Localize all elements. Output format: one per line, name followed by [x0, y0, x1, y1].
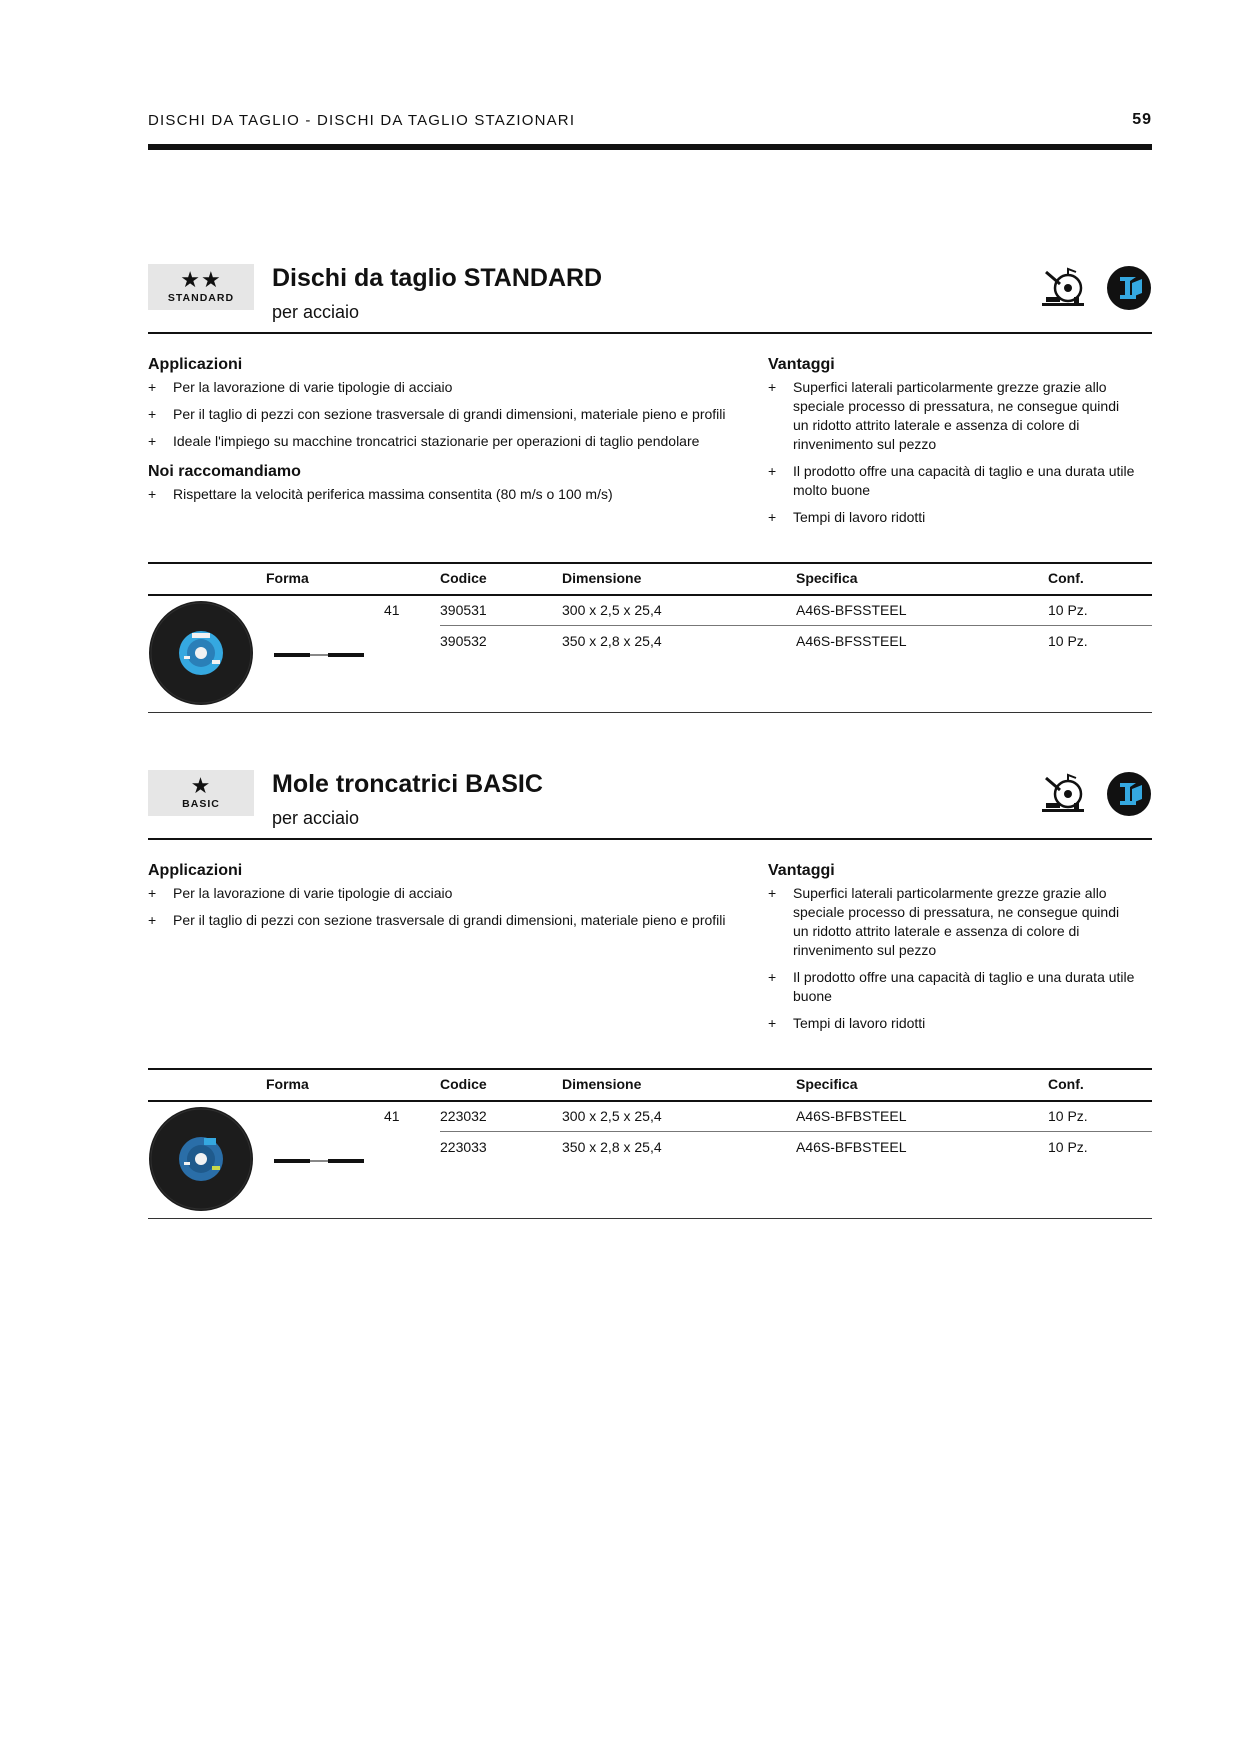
list-item: + Ideale l'impiego su macchine troncatrici stazionarie per operazioni di taglio pendolare: [148, 432, 768, 451]
cell-specifica: A46S-BFSSTEEL: [796, 633, 907, 649]
cell-codice: 390532: [440, 633, 487, 649]
info-book-icon: [1106, 265, 1152, 311]
disc-profile-icon: [274, 1158, 364, 1164]
title-rule: [148, 332, 1152, 334]
shape-number: 41: [384, 1108, 400, 1124]
col-header-conf: Conf.: [1048, 1076, 1084, 1092]
grade-stars: ★: [190, 773, 212, 798]
table-header-rule: [148, 1100, 1152, 1102]
product-title: Dischi da taglio STANDARD: [272, 264, 603, 292]
col-header-dimensione: Dimensione: [562, 570, 642, 586]
running-title: DISCHI DA TAGLIO - DISCHI DA TAGLIO STAZIONARI: [148, 112, 576, 129]
list-item: + Rispettare la velocità periferica massima consentita (80 m/s o 100 m/s): [148, 485, 768, 504]
chop-saw-icon: [1040, 266, 1086, 312]
col-header-dimensione: Dimensione: [562, 1076, 642, 1092]
applicazioni-heading: Applicazioni: [148, 356, 243, 373]
product-title: Mole troncatrici BASIC: [272, 770, 543, 798]
cell-specifica: A46S-BFBSTEEL: [796, 1139, 907, 1155]
list-item: + Il prodotto offre una capacità di taglio e una durata utile molto buone: [768, 462, 1138, 500]
table-row-rule: [440, 625, 1152, 626]
cutting-disc-image: [148, 1106, 254, 1212]
col-header-specifica: Specifica: [796, 1076, 858, 1092]
table-row-rule: [440, 1131, 1152, 1132]
cell-codice: 223032: [440, 1108, 487, 1124]
cell-codice: 390531: [440, 602, 487, 618]
cell-specifica: A46S-BFSSTEEL: [796, 602, 907, 618]
product-subtitle: per acciaio: [272, 302, 360, 322]
grade-label: STANDARD: [167, 292, 235, 304]
table-top-rule: [148, 1068, 1152, 1070]
cell-conf: 10 Pz.: [1048, 1139, 1088, 1155]
product-standard: [148, 264, 1152, 714]
list-item: + Superfici laterali particolarmente grezze grazie allo speciale processo di pressatura, ne consegue quindi un ridotto attrito laterale e assenza di colore di rinvenimento sul pezzo: [768, 884, 1138, 960]
cell-dimensione: 350 x 2,8 x 25,4: [562, 633, 662, 649]
table-bottom-rule: [148, 1218, 1152, 1219]
header-rule: [148, 144, 1152, 150]
cell-dimensione: 300 x 2,5 x 25,4: [562, 1108, 662, 1124]
col-header-forma: Forma: [266, 1076, 309, 1092]
cell-codice: 223033: [440, 1139, 487, 1155]
cell-conf: 10 Pz.: [1048, 1108, 1088, 1124]
cell-dimensione: 300 x 2,5 x 25,4: [562, 602, 662, 618]
page-header: [148, 106, 1152, 150]
vantaggi-list: [768, 884, 1152, 1033]
vantaggi-list: [768, 378, 1152, 527]
grade-badge: [148, 264, 254, 310]
list-item: + Per il taglio di pezzi con sezione trasversale di grandi dimensioni, materiale pieno e profili: [148, 405, 768, 424]
col-header-codice: Codice: [440, 1076, 487, 1092]
title-rule: [148, 838, 1152, 840]
page-number: 59: [1132, 111, 1152, 128]
table-top-rule: [148, 562, 1152, 564]
list-item: + Tempi di lavoro ridotti: [768, 1014, 1138, 1033]
vantaggi-heading: Vantaggi: [768, 862, 835, 879]
applicazioni-list: [148, 378, 768, 451]
shape-number: 41: [384, 602, 400, 618]
product-subtitle: per acciaio: [272, 808, 360, 828]
cell-conf: 10 Pz.: [1048, 633, 1088, 649]
vantaggi-heading: Vantaggi: [768, 356, 835, 373]
right-column: [768, 862, 1152, 1045]
cutting-disc-image: [148, 600, 254, 706]
chop-saw-icon: [1040, 772, 1086, 818]
col-header-conf: Conf.: [1048, 570, 1084, 586]
cell-dimensione: 350 x 2,8 x 25,4: [562, 1139, 662, 1155]
list-item: + Per la lavorazione di varie tipologie di acciaio: [148, 884, 768, 903]
applicazioni-list: [148, 884, 768, 930]
raccomandiamo-list: [148, 485, 768, 504]
col-header-codice: Codice: [440, 570, 487, 586]
disc-profile-icon: [274, 652, 364, 658]
cell-specifica: A46S-BFBSTEEL: [796, 1108, 907, 1124]
col-header-specifica: Specifica: [796, 570, 858, 586]
left-column: [148, 356, 768, 516]
info-book-icon: [1106, 771, 1152, 817]
product-basic: [148, 770, 1152, 1220]
right-column: [768, 356, 1152, 539]
grade-stars: ★★: [180, 267, 222, 292]
raccomandiamo-heading: Noi raccomandiamo: [148, 463, 301, 480]
list-item: + Il prodotto offre una capacità di taglio e una durata utile buone: [768, 968, 1138, 1006]
table-header-rule: [148, 594, 1152, 596]
list-item: + Per la lavorazione di varie tipologie di acciaio: [148, 378, 768, 397]
left-column: [148, 862, 768, 942]
list-item: + Superfici laterali particolarmente grezze grazie allo speciale processo di pressatura, ne consegue quindi un ridotto attrito laterale e assenza di colore di rinvenimento sul pezzo: [768, 378, 1138, 454]
col-header-forma: Forma: [266, 570, 309, 586]
table-bottom-rule: [148, 712, 1152, 713]
applicazioni-heading: Applicazioni: [148, 862, 243, 879]
grade-label: BASIC: [182, 798, 220, 810]
grade-badge: [148, 770, 254, 816]
cell-conf: 10 Pz.: [1048, 602, 1088, 618]
list-item: + Per il taglio di pezzi con sezione trasversale di grandi dimensioni, materiale pieno e profili: [148, 911, 768, 930]
list-item: + Tempi di lavoro ridotti: [768, 508, 1138, 527]
